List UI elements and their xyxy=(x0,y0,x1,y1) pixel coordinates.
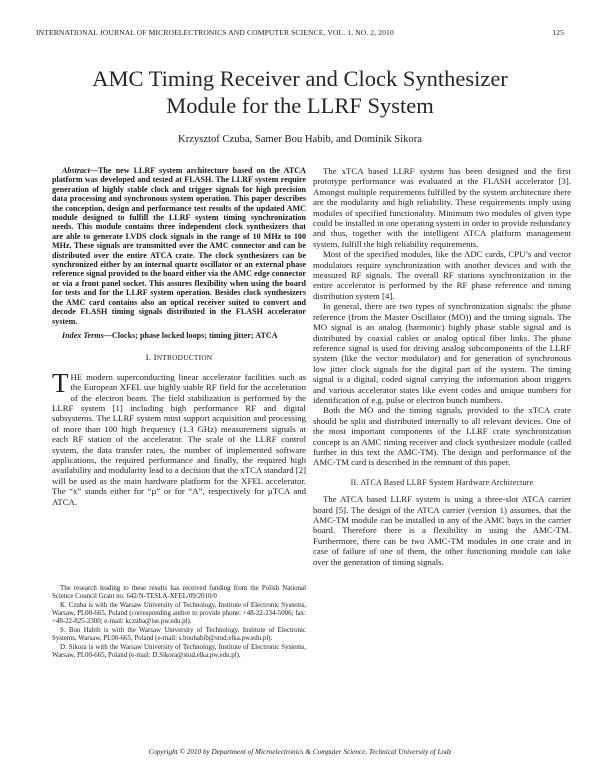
abstract-label: Abstract xyxy=(62,166,90,175)
introduction-text: HE modern superconducting linear accelerator facilities such as the European XFEL use highly stable RF field for the acceleration of the electron beam. The field stabilization is performed by the LLRF system [1] including high performance RF and digital subsystems. The LLRF system must support acquisition and processing of more than 100 high frequency (1.3 GHz) measurement signals at each RF station of the accelerator. The scale of the LLRF control system, the data transfer rates, the number of implemented software applications, the required performance and finally, the required high availability and modularity lead to a decision that the xTCA standard [2] will be used as the main hardware platform for the XFEL accelerator. The “x” stands either for “µ” or for “A”, respectively for µTCA and ATCA. xyxy=(52,371,306,507)
author-list: Krzysztof Czuba, Samer Bou Habib, and Dominik Sikora xyxy=(178,134,422,145)
left-column xyxy=(52,166,306,507)
copyright-notice: Copyright © 2010 by Department of Microelectronics & Computer Science, Technical University of Lodz xyxy=(148,748,452,756)
page-number: 125 xyxy=(552,28,564,37)
paper-title xyxy=(36,65,564,119)
running-header xyxy=(36,28,564,37)
title-line-2: Module for the LLRF System xyxy=(166,93,434,118)
abstract xyxy=(52,166,306,326)
body-paragraph: Both the MO and the timing signals, provided to the xTCA crate should be split and distributed internally to all relevant devices. One of the most important components of the LLRF crate synchronization concept is an AMC timing receiver and clock synthesizer module (called further in this text the AMC-TM). The design and performance of the AMC-TM card is described in the remnant of this paper. xyxy=(313,405,571,468)
footnote: K. Czuba is with the Warsaw University of Technology, Institute of Electronic Systems, Warsaw, PL00-665, Poland (corresponding author to provide phone: +48-22-234-5006; fax: +48-22-825-2300; e-mail: kczuba@ise.pw.edu.pl). xyxy=(52,602,306,626)
footnotes xyxy=(52,585,306,661)
introduction-paragraph xyxy=(52,367,306,507)
section-heading-introduction xyxy=(52,352,306,363)
footnote: S. Bou Habib is with the Warsaw University of Technology, Institute of Electronic Systems, Warsaw, PL00-665, Poland (e-mail: s.bouhabib@stud.elka.pw.edu.pl). xyxy=(52,627,306,643)
body-paragraph: In general, there are two types of synchronization signals: the phase reference (from the Master Oscillator (MO)) and the timing signals. The MO signal is an analog (harmonic) highly phase stable signal and is distributed by coaxial cables or analog optical fiber links. The phase reference signal is used for driving analog subcomponents of the LLRF system (like the vector modulator) and for generation of synchronous low jitter clock signals for the digital part of the system. The timing signal is a digital, coded signal carrying the information about triggers and various accelerator states like event codes and unique numbers for identification of e.g. pulse or electron bunch numbers. xyxy=(313,301,571,405)
section-numeral: I. xyxy=(145,352,152,363)
index-terms xyxy=(52,331,306,340)
right-column xyxy=(313,166,571,567)
section-heading-architecture: II. ATCA Based LLRF System Hardware Architecture xyxy=(350,477,534,487)
abstract-text: —The new LLRF system architecture based on the ATCA platform was developed and tested at FLASH. The LLRF system require generation of highly stable clock and trigger signals for high precision data processing and synchronous system operation. This paper describes the conception, design and performance test results of the updated AMC module designed to fulfill the LLRF system timing synchronization needs. This module contains three independent clock synthesizers that are able to generate LVDS clock signals in the range of 10 MHz to 100 MHz. These signals are transmitted over the AMC connector and can be distributed over the entire ATCA crate. The clock synthesizers can be synchronized either by an internal quartz oscillator or an external phase reference signal provided to the board either via the AMC edge connector or via a front panel socket. This assures flexibility when using the board for tests and for the LLRF system operation. Besides clock synthesizers the AMC card contains also an optical receiver suited to convert and decode FLASH timing signals distributed in the FLASH accelerator system. xyxy=(52,166,306,326)
body-paragraph: Most of the specified modules, like the ADC cards, CPU’s and vector modulators require synchronization with another devices and with the measured RF signals. The overall RF stations synchronization in the entire accelerator is performed by the RF phase reference and timing distribution system [4]. xyxy=(313,249,571,301)
index-terms-label: Index Terms xyxy=(62,330,104,340)
body-paragraph: The xTCA based LLRF system has been designed and the first prototype performance was evaluated at the FLASH accelerator [3]. Amongst multiple requirements fulfilled by the system architecture there are the modularity and high reliability. These requirements imply using modules of specified functionality. Minimum two modules of given type could be installed in one operating system in order to provide redundancy and thus, together with the intelligent ATCA platform management system, fulfill the high reliability requirements. xyxy=(313,166,571,249)
journal-name: INTERNATIONAL JOURNAL OF MICROELECTRONICS AND COMPUTER SCIENCE, VOL. 1, NO. 2, 2010 xyxy=(36,28,394,37)
index-terms-text: —Clocks; phase locked loops; timing jitter; ATCA xyxy=(103,330,278,340)
footnote: D. Sikora is with the Warsaw University of Technology, Institute of Electronic Systems, Warsaw, PL00-665, Poland (e-mail: D.Sikora@stud.elka.pw.edu.pl). xyxy=(52,644,306,660)
section-title-initial: I xyxy=(153,352,157,363)
section-title-rest: NTRODUCTION xyxy=(156,353,213,363)
title-line-1: AMC Timing Receiver and Clock Synthesizer xyxy=(92,66,508,91)
section2-paragraph: The ATCA based LLRF system is using a three-slot ATCA carrier board [5]. The design of the ATCA carrier (version 1) assumes, that the AMC-TM module can be installed in any of the AMC bays in the carrier board. Therefore there is a flexibility in using the AMC-TM. Furthermore, there can be two AMC-TM modules in one crate and in case of failure of one of them, the other functioning module can take over the generation of timing signals. xyxy=(313,494,571,567)
drop-cap: T xyxy=(52,367,69,398)
footnote: The research leading to these results has received funding from the Polish National Science Council Grant no. 642/N-TESLA-XFEL/09/2010/0 xyxy=(52,585,306,601)
